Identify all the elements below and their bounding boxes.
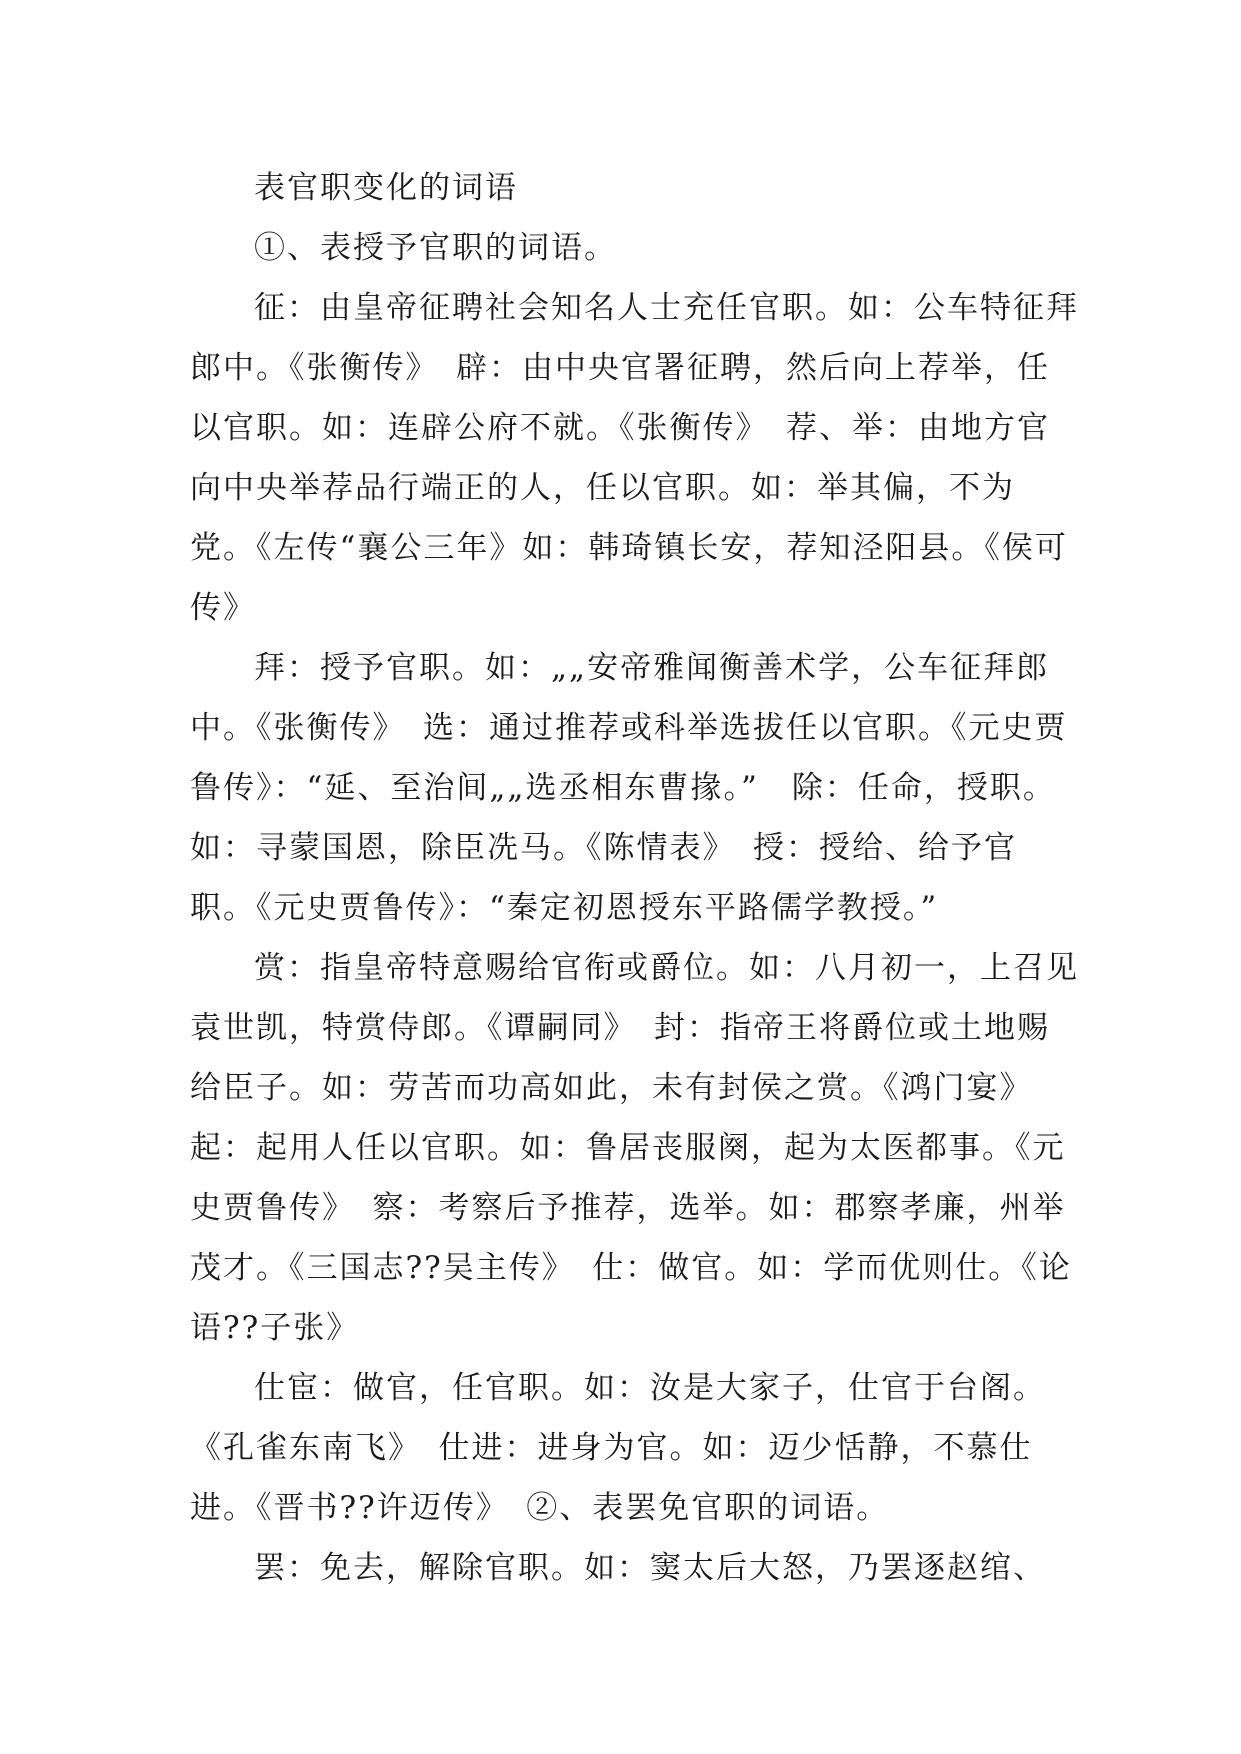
paragraph: 拜：授予官职。如：„„安帝雅闻衡善术学，公车征拜郎中。《张衡传》 选：通过推荐或科举选拔任以官职。《元史贾鲁传》：“延、至治间„„选丞相东曹掾。” 除：任命，授职。如：寻蒙国恩，除臣冼马。《陈情表》 授：授给、给予官职。《元史贾鲁传》：“秦定初恩授东平路儒学教授。”	[190, 650, 1068, 926]
paragraph: 赏：指皇帝特意赐给官衔或爵位。如：八月初一，上召见袁世凯，特赏侍郎。《谭嗣同》 封：指帝王将爵位或土地赐给臣子。如：劳苦而功高如此，未有封侯之赏。《鸿门宴》起：起用人任以官职。如：鲁居丧服阕，起为太医都事。《元史贾鲁传》 察：考察后予推荐，选举。如：郡察孝廉，州举茂才。《三国志??吴主传》 仕：做官。如：学而优则仕。《论语??子张》	[190, 950, 1079, 1346]
subsection-heading: ①、表授予官职的词语。	[254, 230, 617, 266]
document-body	[190, 158, 1080, 1598]
section-heading: 表官职变化的词语	[254, 170, 518, 206]
paragraph: 仕宦：做官，任官职。如：汝是大家子，仕官于台阁。《孔雀东南飞》 仕进：进身为官。如：迈少恬静，不慕仕进。《晋书??许迈传》 ②、表罢免官职的词语。	[190, 1370, 1046, 1526]
paragraph: 征：由皇帝征聘社会知名人士充任官职。如：公车特征拜郎中。《张衡传》 辟：由中央官署征聘，然后向上荐举，任以官职。如：连辟公府不就。《张衡传》 荐、举：由地方官向中央举荐品行端正的人，任以官职。如：举其偏，不为党。《左传“襄公三年》如：韩琦镇长安，荐知泾阳县。《侯可传》	[190, 290, 1079, 626]
paragraph: 罢：免去，解除官职。如：窦太后大怒，乃罢逐赵绾、	[254, 1550, 1046, 1586]
